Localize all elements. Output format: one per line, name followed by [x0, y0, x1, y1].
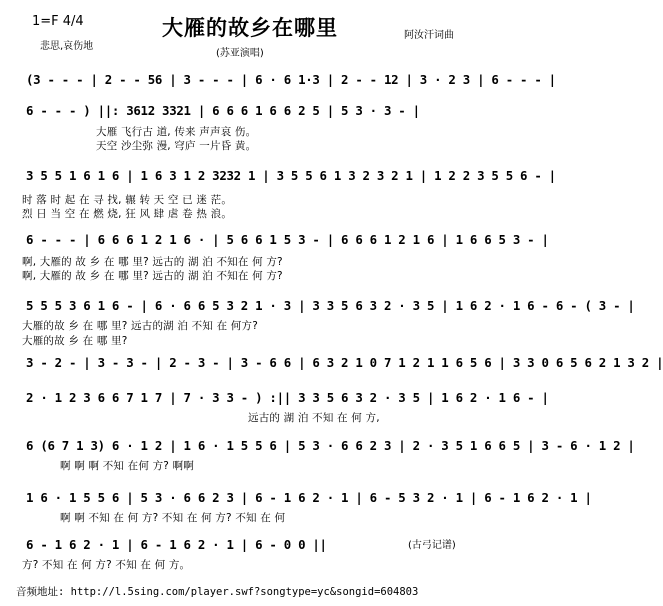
lyric-line: 远古的 湖 泊 不知 在 何 方, [248, 412, 380, 424]
credits: 阿汝汗词曲 [404, 30, 454, 41]
score-line: 2 · 1 2 3 6 6 7 1 7 | 7 · 3 3 - ) :|| 3 3 5 6 3 2 · 3 5 | 1 6 2 · 1 6 - | [26, 390, 549, 405]
score-line: 6 - - - | 6 6 6 1 2 1 6 · | 5 6 6 1 5 3 - | 6 6 6 1 2 1 6 | 1 6 6 5 3 - | [26, 232, 549, 247]
score-line: 6 - 1 6 2 · 1 | 6 - 1 6 2 · 1 | 6 - 0 0 || [26, 537, 327, 552]
key-signature: 1=F 4/4 [32, 14, 84, 29]
lyric-line: 时 落 时 起 在 寻 找, 辗 转 天 空 已 迷 茫。 [22, 194, 233, 206]
audio-url[interactable]: 音频地址: http://l.5sing.com/player.swf?songtype=yc&songid=604803 [16, 586, 419, 598]
score-line: 3 5 5 1 6 1 6 | 1 6 3 1 2 3232 1 | 3 5 5 6 1 3 2 3 2 1 | 1 2 2 3 5 5 6 - | [26, 168, 556, 183]
song-title: 大雁的故乡在哪里 [162, 16, 338, 40]
score-line: (3 - - - | 2 - - 56 | 3 - - - | 6 · 6 1·3 | 2 - - 12 | 3 · 2 3 | 6 - - - | [26, 72, 556, 87]
score-line: 3 - 2 - | 3 - 3 - | 2 - 3 - | 3 - 6 6 | 6 3 2 1 0 7 1 2 1 1 6 5 6 | 3 3 0 6 5 6 2 1 3 2 | [26, 355, 663, 370]
lyric-line: 啊, 大雁的 故 乡 在 哪 里? 远古的 湖 泊 不知在 何 方? [22, 270, 283, 282]
lyric-line: 大雁 飞行古 道, 传来 声声哀 伤。 [96, 126, 257, 138]
lyric-line: 方? 不知 在 何 方? 不知 在 何 方。 [22, 559, 191, 571]
lyric-line: 大雁的故 乡 在 哪 里? [22, 335, 128, 347]
performer-note: (苏亚演唱) [216, 48, 264, 59]
score-line: 6 (6 7 1 3) 6 · 1 2 | 1 6 · 1 5 5 6 | 5 3 · 6 6 2 3 | 2 · 3 5 1 6 6 5 | 3 - 6 · 1 2 | [26, 438, 635, 453]
lyric-line: 啊 啊 不知 在 何 方? 不知 在 何 方? 不知 在 何 [60, 512, 286, 524]
lyric-line: 天空 沙尘弥 漫, 穹庐 一片昏 黄。 [96, 140, 257, 152]
score-line: 5 5 5 3 6 1 6 - | 6 · 6 6 5 3 2 1 · 3 | 3 3 5 6 3 2 · 3 5 | 1 6 2 · 1 6 - 6 - ( 3 - | [26, 298, 635, 313]
lyric-line: 啊, 大雁的 故 乡 在 哪 里? 远古的 湖 泊 不知在 何 方? [22, 256, 283, 268]
score-line: 6 - - - ) ||: 3612 3321 | 6 6 6 1 6 6 2 5 | 5 3 · 3 - | [26, 103, 420, 118]
score-line: 1 6 · 1 5 5 6 | 5 3 · 6 6 2 3 | 6 - 1 6 2 · 1 | 6 - 5 3 2 · 1 | 6 - 1 6 2 · 1 | [26, 490, 592, 505]
lyric-line: 大雁的故 乡 在 哪 里? 远古的湖 泊 不知 在 何方? [22, 320, 258, 332]
transcriber-note: (古弓记谱) [408, 540, 456, 551]
lyric-line: 啊 啊 啊 不知 在何 方? 啊啊 [60, 460, 194, 472]
mood-marking: 悲思,哀伤地 [40, 41, 94, 52]
lyric-line: 烈 日 当 空 在 燃 烧, 狂 风 肆 虐 卷 热 浪。 [22, 208, 233, 220]
